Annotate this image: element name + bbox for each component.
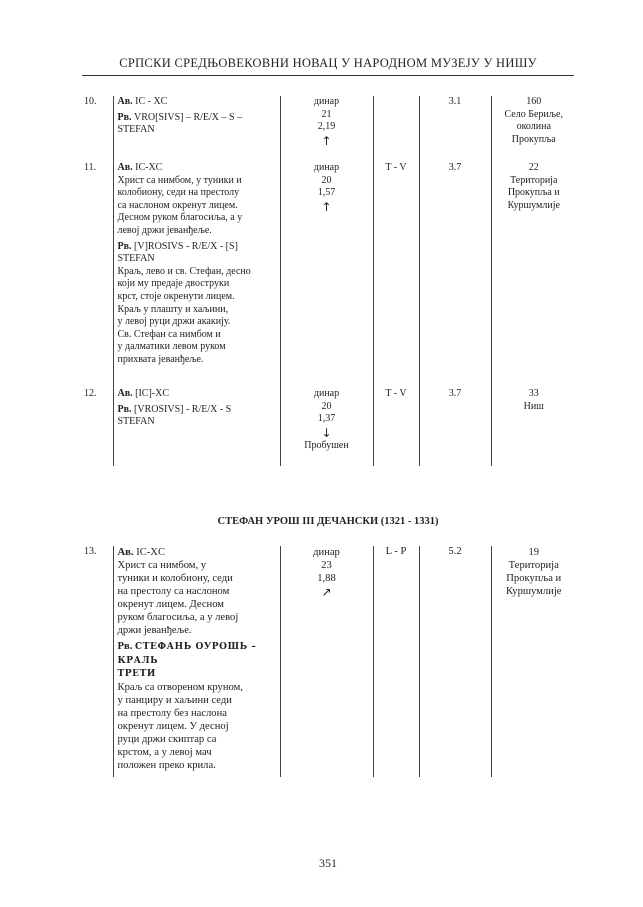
obverse-label: Ав. <box>117 162 133 173</box>
find-cell <box>491 162 576 388</box>
find-place: Прокупља <box>511 133 556 145</box>
reverse-legend: VRO[SIVS] – R/E/X – S – <box>134 111 243 123</box>
reverse-legend-cont: STEFAN <box>117 253 155 265</box>
die-axis-arrow-icon: ↓ <box>321 425 332 440</box>
die-axis-arrow-icon: ↑ <box>321 133 332 148</box>
description-cell <box>113 546 280 777</box>
obverse-legend: IC-XC <box>135 162 163 173</box>
obverse-description: колобиону, седи на престолу <box>117 187 240 199</box>
denomination: динар <box>313 547 340 558</box>
catalog-number: 11. <box>84 162 97 173</box>
find-place: Ниш <box>523 400 544 412</box>
obverse-description: држи јеванђеље. <box>117 625 192 636</box>
obverse-legend: [IC]-XC <box>135 388 170 399</box>
obverse-description: окренут лицем. Десном <box>117 599 225 610</box>
reverse-legend-old-cyrillic: СТЕФАНЬ ОУРОШЬ – КРАЛЬ <box>117 642 257 666</box>
catalog-number: 13. <box>84 546 97 557</box>
reverse-description: у далматики левом руком <box>117 341 226 353</box>
reverse-legend: [V]ROSIVS - R/E/X - [S] <box>134 240 238 252</box>
find-count: 22 <box>528 162 539 173</box>
obverse-label: Ав. <box>117 96 133 107</box>
obverse-description: Христ са нимбом, у <box>117 560 207 571</box>
find-place: Прокупља и <box>506 573 562 584</box>
denomination-cell <box>280 162 373 388</box>
denomination-cell <box>280 96 373 162</box>
reverse-label: Рв. <box>117 403 132 415</box>
obverse-description: руком благосиља, а у левој <box>117 612 239 623</box>
denomination: динар <box>313 388 340 399</box>
type-cell: T - V <box>373 388 419 466</box>
reverse-description: на престолу без наслона <box>117 708 227 719</box>
table-row <box>80 162 576 388</box>
find-cell <box>491 546 576 777</box>
reverse-description: положен преко крила. <box>117 760 216 771</box>
reverse-label: Рв. <box>117 111 132 123</box>
reverse-description: Св. Стефан са нимбом и <box>117 328 221 340</box>
find-place: Прокупља и <box>507 187 560 199</box>
reference-cell: 5.2 <box>419 546 491 777</box>
diameter-value: 20 <box>321 400 332 412</box>
die-axis-arrow-icon: ↑ <box>321 199 332 214</box>
reverse-description: Краљ са отвореном круном, <box>117 682 243 693</box>
reverse-label: Рв. <box>117 641 133 652</box>
denomination-cell <box>280 388 373 466</box>
type-cell: T - V <box>373 162 419 388</box>
reverse-description: руци држи скиптар са <box>117 734 217 745</box>
find-count: 160 <box>526 96 542 107</box>
find-place: Куршумлије <box>507 199 560 211</box>
weight-value: 1,88 <box>317 573 336 584</box>
obverse-label: Ав. <box>117 547 134 558</box>
reverse-description: у панциру и хаљини седи <box>117 695 232 706</box>
reverse-legend-old-cyrillic: ТРЕТИ <box>117 669 157 679</box>
obverse-description: левој држи јеванђеље. <box>117 224 212 236</box>
find-place: Територија <box>510 174 558 186</box>
weight-value: 1,57 <box>317 187 336 199</box>
description-cell <box>113 96 280 162</box>
reference-cell: 3.7 <box>419 162 491 388</box>
find-cell <box>491 388 576 466</box>
reverse-description: у левој руци држи акакију. <box>117 316 231 328</box>
reverse-label: Рв. <box>117 240 132 252</box>
reverse-description: који му предаје двоструки <box>117 278 230 290</box>
running-header: СРПСКИ СРЕДЊОВЕКОВНИ НОВАЦ У НАРОДНОМ МУЗЕЈУ У НИШУ <box>119 56 537 70</box>
weight-value: 1,37 <box>317 413 336 425</box>
reverse-legend: [VROSIVS] - R/E/X - S <box>134 403 232 415</box>
reference-cell: 3.7 <box>419 388 491 466</box>
reference-cell: 3.1 <box>419 96 491 162</box>
type-cell <box>373 96 419 162</box>
reverse-description: крст, стоје окренути лицем. <box>117 290 235 302</box>
obverse-label: Ав. <box>117 388 133 399</box>
find-place: Куршумлије <box>506 586 562 597</box>
die-axis-arrow-icon: ↗ <box>321 585 332 599</box>
obverse-legend: IC - XC <box>135 96 168 107</box>
section-title: СТЕФАН УРОШ III ДЕЧАНСКИ (1321 - 1331) <box>217 516 439 527</box>
obverse-description: туники и колобиону, седи <box>117 573 233 584</box>
catalog-number: 12. <box>84 388 97 399</box>
description-cell <box>113 162 280 388</box>
diameter-value: 21 <box>321 108 332 120</box>
coin-table-2 <box>80 546 576 777</box>
header-rule <box>82 75 574 76</box>
diameter-value: 23 <box>321 560 332 571</box>
weight-value: 2,19 <box>317 121 336 133</box>
find-place: Село Бериље, <box>504 108 563 120</box>
reverse-legend-cont: STEFAN <box>117 124 155 136</box>
find-place: околина <box>516 121 551 133</box>
denomination-cell <box>280 546 373 777</box>
condition-note: Пробушен <box>304 439 349 451</box>
find-cell <box>491 96 576 162</box>
obverse-description: са наслоном окренут лицем. <box>117 199 238 211</box>
table-row <box>80 546 576 777</box>
denomination: динар <box>313 96 340 107</box>
catalog-number: 10. <box>84 96 97 107</box>
denomination: динар <box>313 162 340 173</box>
reverse-description: Краљ у плашту и хаљини, <box>117 303 229 315</box>
reverse-description: крстом, а у левој мач <box>117 747 212 758</box>
type-cell: L - P <box>373 546 419 777</box>
find-place: Територија <box>508 560 559 571</box>
reverse-description: Краљ, лево и св. Стефан, десно <box>117 265 251 277</box>
obverse-description: на престолу са наслоном <box>117 586 230 597</box>
obverse-legend: IC-XC <box>136 547 166 558</box>
reverse-description: прихвата јеванђеље. <box>117 353 204 365</box>
obverse-description: Десном руком благосиља, а у <box>117 212 243 224</box>
table-row <box>80 388 576 466</box>
page-number: 351 <box>319 856 337 870</box>
find-count: 33 <box>528 388 539 399</box>
find-count: 19 <box>528 547 540 558</box>
obverse-description: Христ са нимбом, у туники и <box>117 174 242 186</box>
table-row <box>80 96 576 162</box>
reverse-legend-cont: STEFAN <box>117 416 155 428</box>
diameter-value: 20 <box>321 174 332 186</box>
description-cell <box>113 388 280 466</box>
coin-table-1 <box>80 96 576 466</box>
reverse-description: окренут лицем. У десној <box>117 721 229 732</box>
